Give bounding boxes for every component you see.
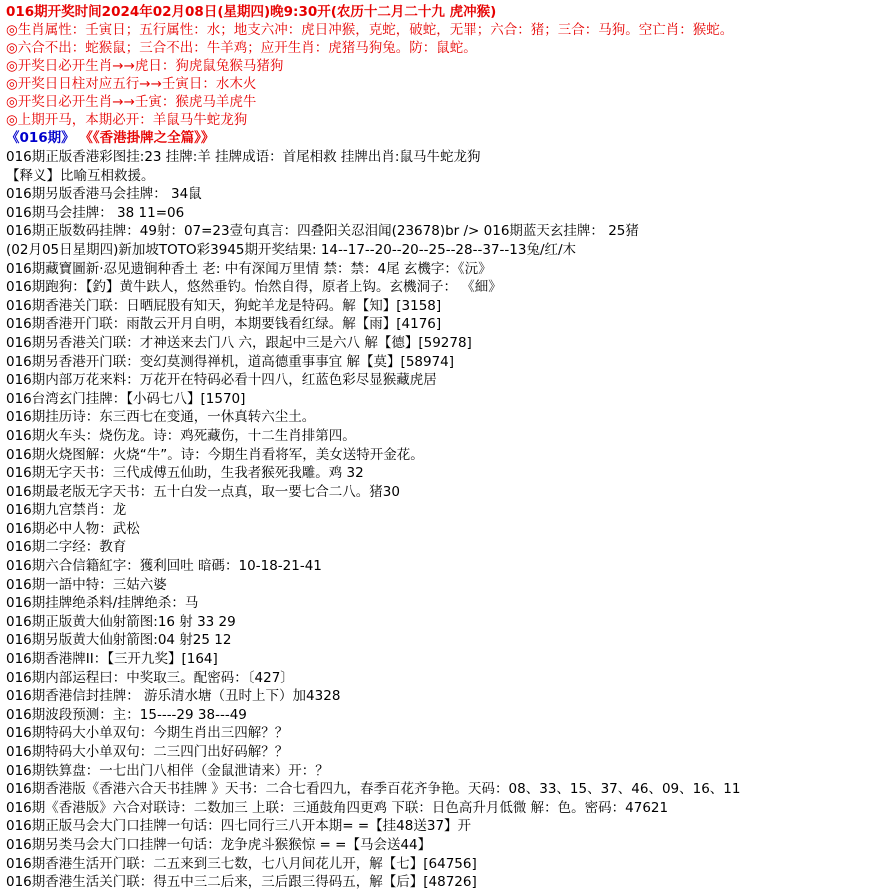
content-line: 016期铁算盘：一七出门八相伴（金鼠泄请来）开：？	[6, 762, 329, 779]
header-line-4: ◎开奖日日柱对应五行→→壬寅日：水木火	[6, 76, 257, 92]
content-line: 016期无字天书：三代成傅五仙助，生我者猴死我雕。鸡 32	[6, 465, 364, 482]
content-line: 016期香港开门联：雨散云开月自明，本期要钱看红绿。解【雨】[4176]	[6, 316, 442, 333]
content-line: 016期挂牌绝杀料/挂牌绝杀：马	[6, 595, 199, 612]
header-line-3: ◎开奖日必开生肖→→虎日：狗虎鼠兔猴马猪狗	[6, 58, 284, 74]
content-list	[6, 148, 885, 892]
content-line: 【释义】比喻互相救援。	[6, 167, 155, 184]
content-line: 016期火烧图解：火烧“牛”。诗：今期生肖看将军，美女送特开金花。	[6, 446, 424, 463]
content-line: 016期内部运程曰：中奖取三。配密码：〔427〕	[6, 669, 294, 686]
content-line: 016期另香港开门联：变幻莫测得禅机，道高德重事事宜 解【莫】[58974]	[6, 353, 455, 370]
header-line-6: ◎上期开马，本期必开：羊鼠马牛蛇龙狗	[6, 112, 248, 128]
header-attributes-block	[6, 21, 885, 129]
content-line: (02月05日星期四)新加坡TOTO彩3945期开奖结果: 14--17--20--20--25--28--37--13兔/红/木	[6, 241, 577, 258]
content-line: 016期波段预测：主：15----29 38---49	[6, 706, 247, 723]
content-line: 016期香港版《香港六合天书挂牌 》天书：二合七看四九，春季百花齐争艳。天码：08、33、15、37、46、09、16、11	[6, 781, 741, 798]
content-line: 016台湾玄门挂牌：【小码七八】[1570]	[6, 390, 246, 407]
content-line: 016期香港牌II：【三开九奖】[164]	[6, 651, 218, 668]
content-line: 016期香港关门联：日晒屁股有知天，狗蛇羊龙是特码。解【知】[3158]	[6, 297, 442, 314]
content-line: 016期特码大小单双句：今期生肖出三四解？？	[6, 725, 289, 742]
content-line: 016期正版香港彩图挂:23 挂牌:羊 挂牌成语：首尾相救 挂牌出肖:鼠马牛蛇龙狗	[6, 149, 481, 165]
content-line: 016期正版黄大仙射箭图:16 射 33 29	[6, 613, 236, 630]
header-line-1: ◎生肖属性：壬寅日；五行属性：水；地支六冲：虎日冲猴，克蛇，破蛇，无罪；六合：猪；三合：马狗。空亡肖：猴蛇。	[6, 22, 734, 38]
content-line: 016期香港生活开门联：二五来到三七数，七八月间花儿开，解【七】[64756]	[6, 855, 477, 872]
content-line: 016期另版黄大仙射箭图:04 射25 12	[6, 632, 232, 649]
title-name: 《《香港掛牌之全篇》》	[79, 130, 215, 146]
content-line: 016期藏寶圖新·忍见遗锏种香土 老: 中有深闻万里情 禁：禁：4尾 玄機字：《沅》	[6, 260, 492, 277]
content-line: 016期特码大小单双句：二三四门出好码解？？	[6, 744, 289, 760]
header-line-5: ◎开奖日必开生肖→→壬寅：猴虎马羊虎牛	[6, 94, 257, 110]
content-line: 016期跑狗：【釣】黄牛趺人，悠然垂钓。怡然自得，原者上钩。玄機洞子： 《細》	[6, 279, 502, 296]
content-line: 016期另类马会大门口挂牌一句话：龙争虎斗猴猴惊 = =【马会送44】	[6, 836, 432, 853]
content-line: 016期必中人物：武松	[6, 520, 140, 537]
content-line: 016期马会挂牌： 38 11=06	[6, 204, 185, 221]
content-line: 016期内部万花来料：万花开在特码必看十四八，红蓝色彩尽显猴藏虎居	[6, 372, 437, 389]
content-line: 016期《香港版》六合对联诗：二数加三 上联：三通鼓角四更鸡 下联：日色高升月低微 解：色。密码：47621	[6, 799, 669, 816]
content-line: 016期挂历诗：东三西七在变通，一休真转六尘土。	[6, 409, 316, 426]
page-title	[6, 129, 885, 148]
title-period: 《016期》	[6, 130, 75, 146]
header-line-2: ◎六合不出：蛇猴鼠；三合不出：牛羊鸡；应开生肖：虎猪马狗兔。防：鼠蛇。	[6, 40, 477, 56]
draw-time-line: 016期开奖时间2024年02月08日(星期四)晚9:30开(农历十二月二十九 虎冲猴)	[6, 4, 497, 20]
content-line: 016期二字经：教育	[6, 539, 127, 556]
content-line: 016期九宫禁肖：龙	[6, 502, 127, 519]
content-line: 016期最老版无字天书：五十白发一点真，取一要七合二八。猪30	[6, 483, 400, 500]
content-line: 016期另版香港马会挂牌： 34鼠	[6, 186, 202, 203]
content-line: 016期另香港关门联：才神送来去门八 六，跟起中三是六八 解【德】[59278]	[6, 334, 472, 351]
content-line: 016期正版数码挂牌：49射：07=23壹句真言：四叠阳关忍泪闻(23678)br /> 016期蓝天玄挂牌： 25猪	[6, 223, 639, 240]
content-line: 016期香港信封挂牌： 游乐清水塘（丑时上下）加4328	[6, 688, 341, 705]
content-line: 016期火车头：烧伤龙。诗：鸡死藏伤，十二生肖排第四。	[6, 427, 356, 444]
content-line: 016期一語中特：三姑六婆	[6, 576, 167, 593]
content-line: 016期正版马会大门口挂牌一句话：四七同行三八开本期= =【挂48送37】开	[6, 818, 472, 835]
content-line: 016期香港生活关门联：得五中三二后来，三后跟三得码五，解【后】[48726]	[6, 874, 477, 891]
content-line: 016期六合信籍紅字：獲利回吐 暗碼：10-18-21-41	[6, 558, 322, 575]
